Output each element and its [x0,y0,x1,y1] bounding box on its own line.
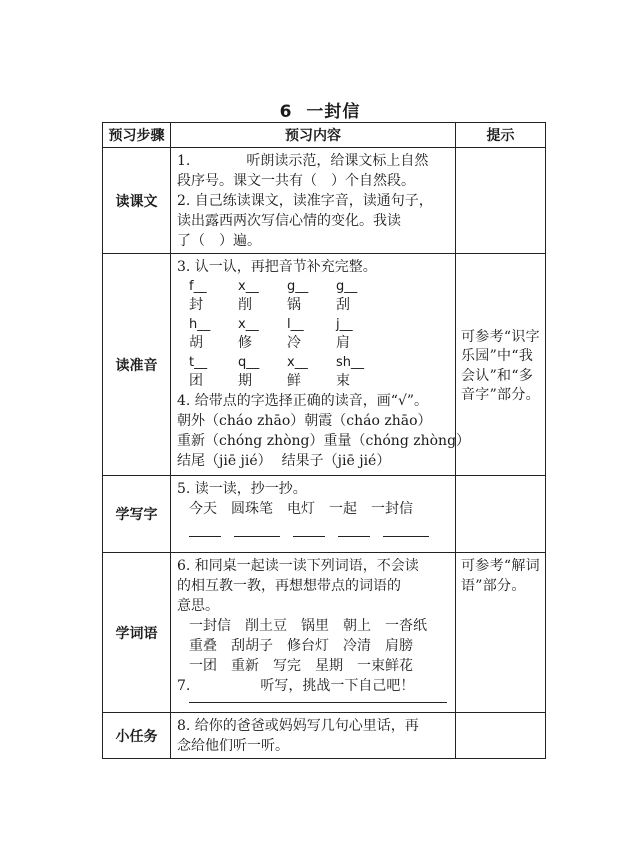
q4-option: 朝外（cháo zhāo） [177,413,305,429]
vocab-words: 一团 重新 写完 星期 一束鲜花 [189,658,413,674]
hint-task [456,713,546,759]
q4-line [177,451,451,471]
hanzi: 锅 [287,297,301,313]
q4-option: 结尾（jiē jié） [177,453,272,469]
header-content: 预习内容 [171,123,456,148]
hanzi: 期 [238,373,252,389]
copy-blank [293,524,325,537]
q4-line [177,411,451,431]
pinyin-blank: x__ [287,355,308,370]
pinyin-blank: sh__ [336,355,365,370]
content-write [171,476,456,553]
hint-text: 可参考“识字乐园”中“我会认”和“多音字”部分。 [461,328,540,403]
text-line: 读出露西两次写信心情的变化。我读 [177,213,401,229]
pinyin-blank: q__ [238,355,260,370]
row-write [103,476,546,553]
hanzi: 削 [238,297,252,313]
hanzi: 团 [189,373,203,389]
step-vocab: 学词语 [103,553,171,713]
pinyin-blank: h__ [189,317,211,332]
pinyin-blank: l__ [287,317,304,332]
hanzi: 冷 [287,335,301,351]
hint-read-text [456,148,546,254]
row-read-sound [103,254,546,476]
pinyin-blank: g__ [336,279,358,294]
q7-line: 7. 听写，挑战一下自己吧！ [177,678,415,694]
hint-text: 可参考“解词语”部分。 [461,558,540,594]
header-hint: 提示 [456,123,546,148]
preview-table [102,122,546,759]
hanzi: 修 [238,335,252,351]
content-read-text [171,148,456,254]
hanzi: 束 [336,373,350,389]
content-read-sound [171,254,471,476]
content-vocab [171,553,456,713]
text-line: 段序号。课文一共有（ ）个自然段。 [177,173,415,189]
copy-blank [234,524,280,537]
q4-option: 朝霞（cháo zhāo） [304,413,432,429]
q4-option: 重量（chóng zhòng） [323,433,471,449]
hanzi: 肩 [336,335,350,351]
row-task [103,713,546,759]
q4-option: 重新（chóng zhòng） [177,433,324,449]
q4-line [177,431,471,451]
vocab-words: 重叠 刮胡子 修台灯 冷清 肩膀 [189,638,413,654]
copy-blank [338,524,370,537]
pinyin-blank: j__ [336,317,353,332]
hanzi: 鲜 [287,373,301,389]
pinyin-blank: f__ [189,279,207,294]
text-line: 了（ ）遍。 [177,233,261,249]
copy-lines [177,523,451,543]
q6-line: 的相互教一教，再想想带点的词语的 [177,578,401,594]
vocab-words: 一封信 削土豆 锅里 朝上 一沓纸 [189,618,427,634]
text-line: 2. 自己练读课文，读准字音，读通句子， [177,193,433,209]
content-task [171,713,456,759]
q3-intro: 3. 认一认，再把音节补充完整。 [177,259,377,275]
step-write: 学写字 [103,476,171,553]
step-read-sound: 读准音 [103,254,171,476]
dictation-line [189,696,447,703]
hanzi: 胡 [189,335,203,351]
lesson-number: 6 [279,102,293,122]
task-line: 念给他们听一听。 [177,738,289,754]
q6-line: 6. 和同桌一起读一读下列词语，不会读 [177,558,419,574]
q5-intro: 5. 读一读，抄一抄。 [177,481,307,497]
copy-blank [383,524,429,537]
copy-blank [189,524,221,537]
pinyin-grid [177,277,451,391]
hint-write [456,476,546,553]
task-line: 8. 给你的爸爸或妈妈写几句心里话，再 [177,718,419,734]
lesson-title: 一封信 [306,102,361,122]
header-step: 预习步骤 [103,123,171,148]
page-title [0,97,640,122]
hanzi: 封 [189,297,203,313]
pinyin-blank: x__ [238,279,259,294]
step-task: 小任务 [103,713,171,759]
hanzi: 刮 [336,297,350,313]
table-header-row [103,123,546,148]
q4-intro: 4. 给带点的字选择正确的读音，画“√”。 [177,393,429,409]
row-read-text [103,148,546,254]
q4-option: 结果子（jiē jié） [281,453,391,469]
pinyin-blank: x__ [238,317,259,332]
row-vocab [103,553,546,713]
pinyin-blank: g__ [287,279,309,294]
hint-vocab [456,553,546,713]
write-words: 今天 圆珠笔 电灯 一起 一封信 [189,501,413,517]
step-read-text: 读课文 [103,148,171,254]
text-line: 1. 听朗读示范，给课文标上自然 [177,153,429,169]
pinyin-blank: t__ [189,355,208,370]
q6-line: 意思。 [177,598,219,614]
